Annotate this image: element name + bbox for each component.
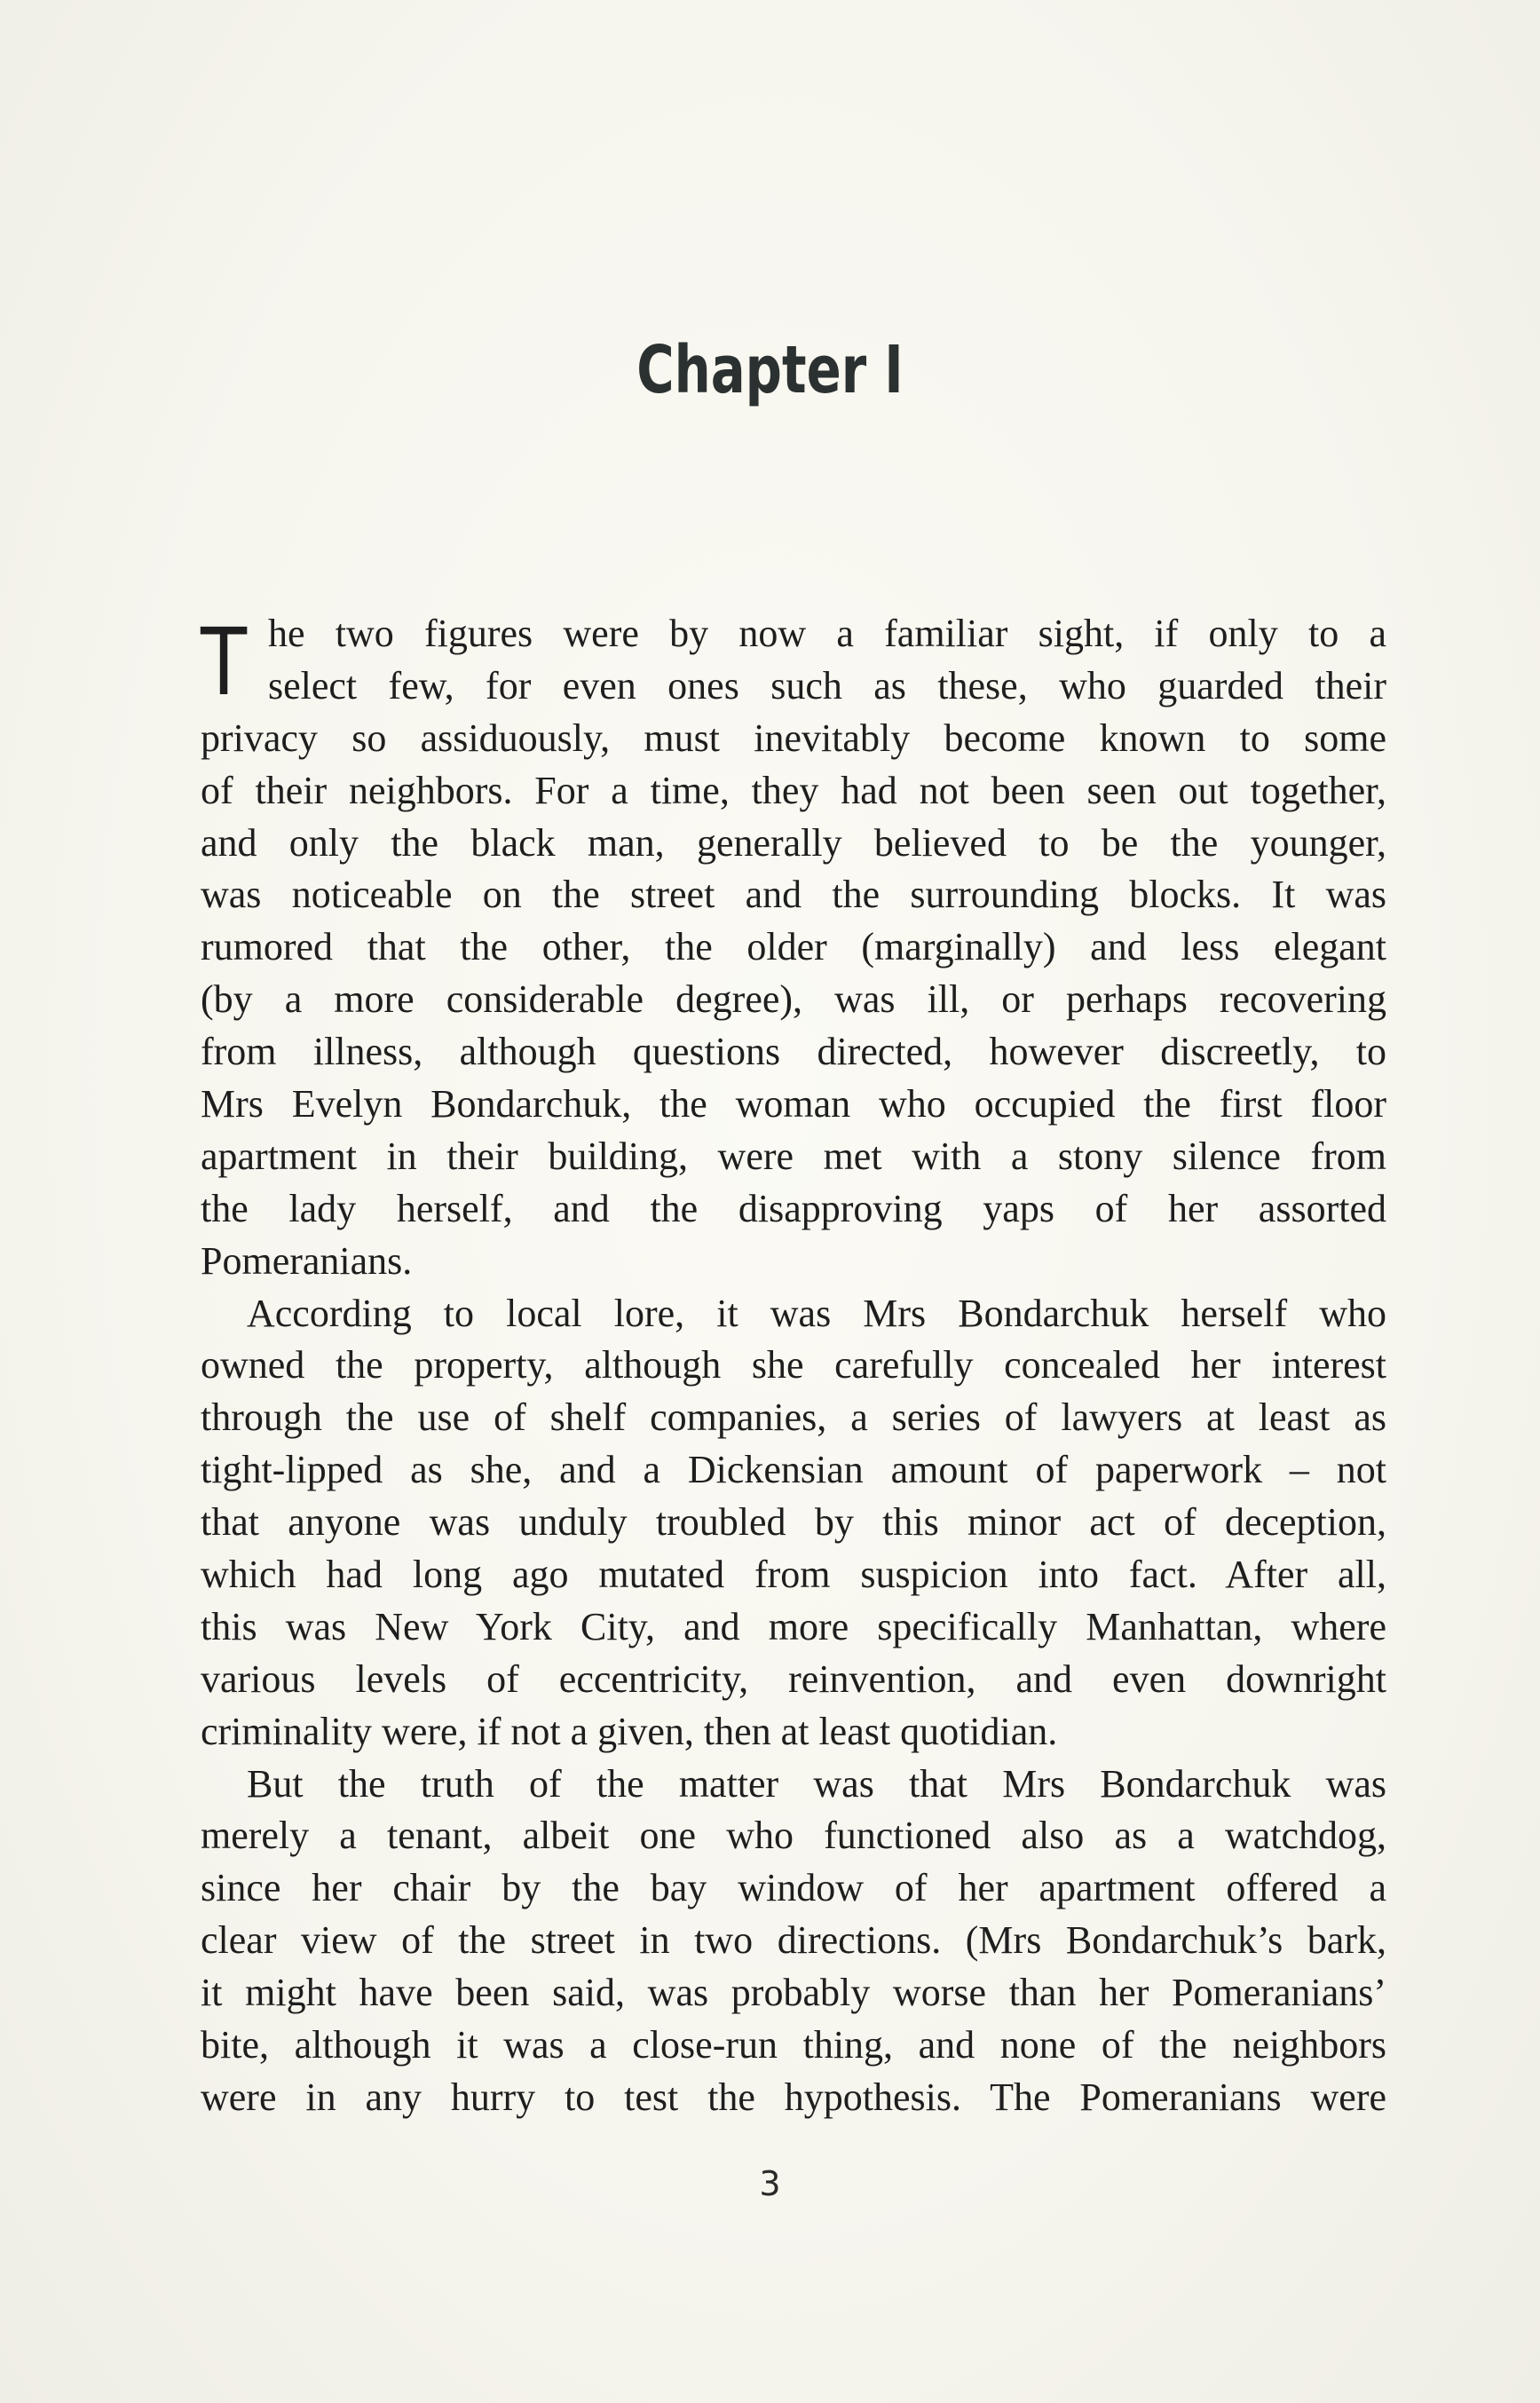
paragraph-1-line: Mrs Evelyn Bondarchuk, the woman who occupied the first floor	[201, 1082, 1386, 1126]
drop-cap: T	[201, 608, 248, 716]
paragraph-1-line: Pomeranians.	[201, 1238, 413, 1283]
paragraph-1-line: privacy so assiduously, must inevitably become known to some	[201, 715, 1386, 760]
paragraph-3-line: were in any hurry to test the hypothesis. The Pomeranians were	[201, 2075, 1386, 2119]
paragraph-2-line: criminality were, if not a given, then at least quotidian.	[201, 1709, 1058, 1753]
chapter-title: Chapter I	[636, 332, 904, 408]
paragraph-1-line: rumored that the other, the older (marginally) and less elegant	[201, 925, 1386, 969]
paragraph-1-line: of their neighbors. For a time, they had not been seen out together,	[201, 768, 1386, 812]
paragraph-3-line: since her chair by the bay window of her apartment offered a	[201, 1866, 1386, 1910]
paragraph-3-line: clear view of the street in two directions. (Mrs Bondarchuk’s bark,	[201, 1918, 1386, 1963]
page-number: 3	[759, 2164, 781, 2203]
paragraph-2-line: owned the property, although she carefully concealed her interest	[201, 1343, 1386, 1387]
paragraph-2-line: According to local lore, it was Mrs Bondarchuk herself who	[247, 1291, 1386, 1335]
paragraph-1-line: the lady herself, and the disapproving yaps of her assorted	[201, 1186, 1386, 1230]
paragraph-1-line: and only the black man, generally believed to be the younger,	[201, 820, 1386, 865]
paragraph-1-line: he two figures were by now a familiar sight, if only to a	[268, 612, 1386, 655]
body-text	[201, 608, 1386, 2124]
paragraph-2-line: this was New York City, and more specifically Manhattan, where	[201, 1604, 1386, 1648]
paragraph-1-line: (by a more considerable degree), was ill, or perhaps recovering	[201, 977, 1386, 1022]
paragraph-1-line: apartment in their building, were met with a stony silence from	[201, 1134, 1386, 1178]
paragraph-2-line: various levels of eccentricity, reinvention, and even downright	[201, 1656, 1386, 1701]
paragraph-3-line: merely a tenant, albeit one who functioned also as a watchdog,	[201, 1814, 1386, 1858]
paragraph-3-line: bite, although it was a close-run thing, and none of the neighbors	[201, 2023, 1386, 2067]
paragraph-2-line: through the use of shelf companies, a series of lawyers at least as	[201, 1395, 1386, 1440]
paragraph-3-line: But the truth of the matter was that Mrs Bondarchuk was	[247, 1761, 1386, 1806]
paragraph-2-line: tight-lipped as she, and a Dickensian amount of paperwork – not	[201, 1448, 1386, 1492]
paragraph-1-line: was noticeable on the street and the surrounding blocks. It was	[201, 873, 1386, 917]
paragraph-2-line: which had long ago mutated from suspicion into fact. After all,	[201, 1553, 1386, 1597]
paragraph-3-line: it might have been said, was probably worse than her Pomeranians’	[201, 1971, 1386, 2015]
paragraph-1-line: from illness, although questions directed, however discreetly, to	[201, 1030, 1386, 1074]
paragraph-1-line: select few, for even ones such as these, who guarded their	[268, 663, 1386, 707]
paragraph-2-line: that anyone was unduly troubled by this minor act of deception,	[201, 1500, 1386, 1545]
